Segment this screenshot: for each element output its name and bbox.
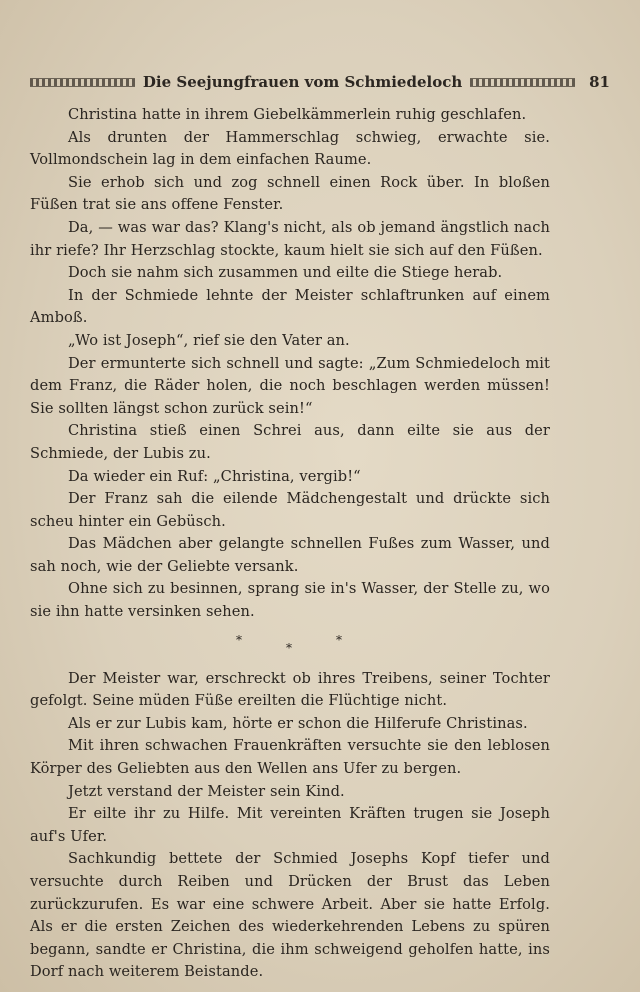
paragraph: Christina hatte in ihrem Giebelkämmerlein ruhig geschlafen.	[68, 106, 527, 123]
separator-star: *	[336, 632, 343, 647]
paragraph: Da wieder ein Ruf: „Christina, vergib!“	[68, 467, 361, 485]
body-text	[30, 104, 550, 984]
ornament-left	[30, 78, 135, 87]
paragraph: Er eilte ihr zu Hilfe. Mit vereinten Kräften trugen sie Joseph auf's Ufer.	[30, 805, 550, 845]
paragraph: Da, — was war das? Klang's nicht, als ob jemand ängstlich nach ihr riefe? Ihr Herzschlag stockte, kaum hielt sie sich auf den Füßen.	[30, 218, 550, 259]
paragraph: Doch sie nahm sich zusammen und eilte die Stiege herab.	[68, 264, 503, 282]
paragraph: Sie erhob sich und zog schnell einen Rock über. In bloßen Füßen trat sie ans offene Fenster.	[30, 173, 550, 214]
paragraph: Der ermunterte sich schnell und sagte: „Zum Schmiedeloch mit dem Franz, die Räder holen, die noch beschlagen werden müssen! Sie sollten längst schon zurück sein!“	[30, 354, 550, 417]
paragraph: Als drunten der Hammerschlag schwieg, erwachte sie. Vollmondschein lag in dem einfachen Raume.	[30, 128, 550, 169]
section-separator	[30, 624, 550, 668]
ornament-right	[470, 78, 575, 87]
paragraph: Ohne sich zu besinnen, sprang sie in's Wasser, der Stelle zu, wo sie ihn hatte versinken sehen.	[30, 580, 550, 621]
running-head-title: Die Seejungfrauen vom Schmiedeloch	[142, 73, 463, 91]
page-number: 81	[589, 73, 610, 91]
paragraph: In der Schmiede lehnte der Meister schlaftrunken auf einem Amboß.	[30, 286, 550, 327]
separator-star: *	[236, 632, 243, 647]
paragraph: Jetzt verstand der Meister sein Kind.	[68, 782, 345, 800]
paragraph: „Wo ist Joseph“, rief sie den Vater an.	[68, 331, 350, 349]
paragraph: Als er zur Lubis kam, hörte er schon die Hilferufe Christinas.	[68, 714, 528, 732]
paragraph: Der Franz sah die eilende Mädchengestalt und drückte sich scheu hinter ein Gebüsch.	[30, 490, 550, 530]
paragraph: Der Meister war, erschreckt ob ihres Treibens, seiner Tochter gefolgt. Seine müden Füße ereilten die Flüchtige nicht.	[30, 669, 550, 710]
paragraph: Mit ihren schwachen Frauenkräften versuchte sie den leblosen Körper des Geliebten aus den Wellen ans Ufer zu bergen.	[30, 737, 550, 778]
paragraph: Sachkundig bettete der Schmied Josephs Kopf tiefer und versuchte durch Reiben und Drücken der Brust das Leben zurückzurufen. Es war eine schwere Arbeit. Aber sie hatte Erfolg. Als er die ersten Zeichen des wiederkehrenden Lebens zu spüren begann, sandte er Christina, die ihm schweigend geholfen hatte, ins Dorf nach weiterem Beistande.	[30, 850, 550, 981]
separator-star: *	[286, 640, 293, 655]
paragraph: Das Mädchen aber gelangte schnellen Fußes zum Wasser, und sah noch, wie der Geliebte versank.	[30, 535, 550, 575]
running-head	[30, 72, 610, 92]
paragraph: Christina stieß einen Schrei aus, dann eilte sie aus der Schmiede, der Lubis zu.	[30, 422, 550, 462]
